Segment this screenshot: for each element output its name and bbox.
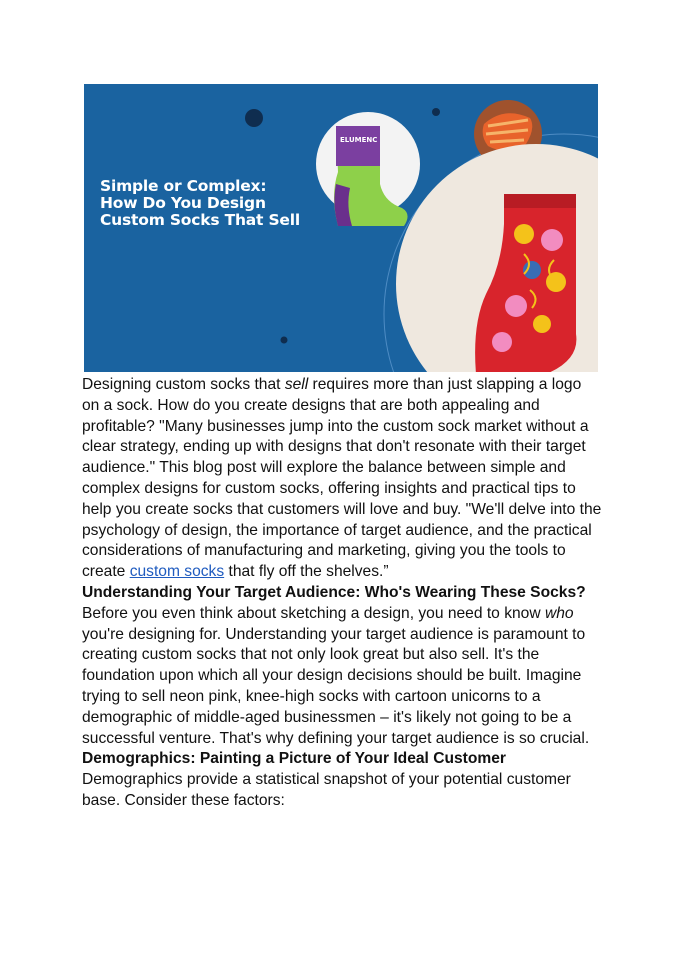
demographics-paragraph: Demographics provide a statistical snapshot of your potential customer base. Consider these factors: (82, 771, 571, 809)
target-audience-paragraph (82, 604, 602, 750)
intro-emphasis: sell (284, 376, 309, 393)
intro-paragraph (82, 375, 602, 583)
article-body (82, 375, 602, 812)
custom-socks-link[interactable]: custom socks (129, 563, 225, 581)
decor-dot (432, 108, 440, 116)
section-heading-target-audience: Understanding Your Target Audience: Who's Wearing These Socks? (82, 583, 586, 601)
hero-title-line: How Do You Design (100, 194, 266, 212)
section-heading-demographics: Demographics: Painting a Picture of Your Ideal Customer (82, 750, 507, 768)
intro-text: Designing custom socks that (82, 376, 285, 393)
red-floral-sock-photo (396, 144, 598, 372)
svg-text:ELUMENC: ELUMENC (340, 136, 378, 144)
decor-dot (245, 109, 263, 127)
hero-title-line: Custom Socks That Sell (100, 211, 300, 229)
hero-title (100, 178, 340, 229)
paragraph-text: you're designing for. Understanding your target audience is paramount to creating custom socks that not only look great but also sell. It's the foundation upon which all your design decisions should be built. Imagine trying to sell neon pink, knee-high socks with cartoon unicorns to a demographic of middle-aged businessmen – it's likely not going to be a successful venture. That's why defining your target audience is so crucial. (82, 625, 590, 747)
intro-text: requires more than just slapping a logo on a sock. How do you create designs that are both appealing and profitable? "Many businesses jump into the custom sock market without a clear strategy, ending up with designs that don't resonate with their target audience." This blog post will explore the balance between simple and complex designs for custom socks, offering insights and practical tips to help you create socks that customers will love and buy. "We'll delve into the psychology of design, the importance of target audience, and the practical considerations of manufacturing and marketing, giving you the tools to create (82, 376, 602, 581)
paragraph-emphasis: who (544, 604, 574, 622)
hero-banner-image (84, 84, 598, 372)
hero-title-line: Simple or Complex: (100, 177, 267, 195)
paragraph-text: Before you even think about sketching a design, you need to know (82, 604, 545, 622)
decor-dot (281, 337, 288, 344)
intro-text: that fly off the shelves.” (224, 563, 389, 581)
